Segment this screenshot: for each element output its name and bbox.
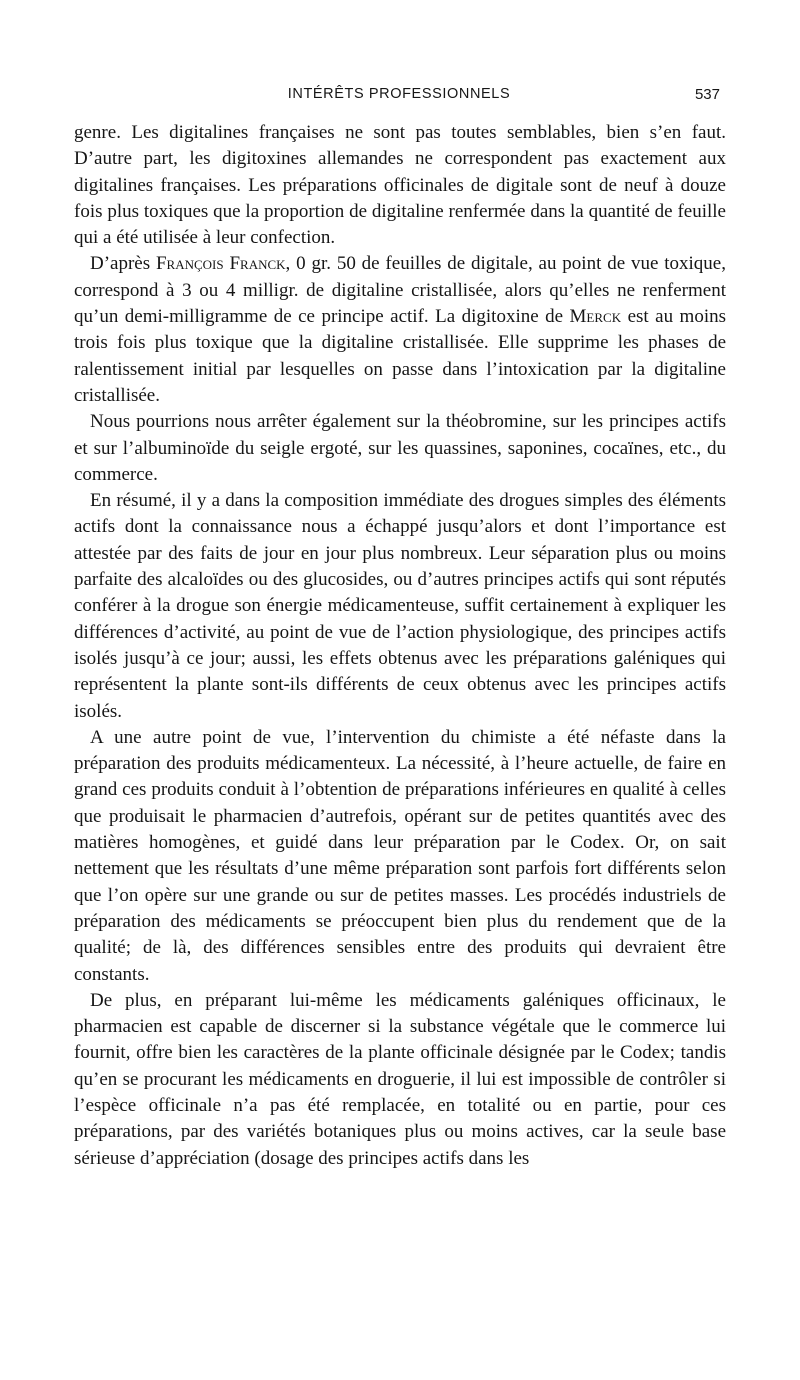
author-name-francois-franck: François Franck xyxy=(155,253,286,275)
page-number: 537 xyxy=(694,86,720,103)
running-header xyxy=(78,86,720,108)
paragraph-2-text-a: D’après xyxy=(90,253,156,275)
author-name-merck: Merck xyxy=(569,306,622,328)
paragraph-4: En résumé, il y a dans la composition immédiate des drogues simples des éléments actifs dont la connaissance nous a échappé jusqu’alors et dont l’importance est attestée par des faits de jour en jour plus nombreux. Leur séparation plus ou moins parfaite des alcaloïdes ou des glucosides, ou d’autres principes actifs qui sont réputés conférer à la drogue son énergie médicamenteuse, suffit certainement à expliquer les différences d’activité, au point de vue de l’action physiologique, des principes actifs isolés jusqu’à ce jour; aussi, les effets obtenus avec les préparations galéniques qui représentent la plante sont-ils différents de ceux obtenus avec les principes actifs isolés. xyxy=(74,490,726,722)
running-title: INTÉRÊTS PROFESSIONNELS xyxy=(287,86,511,102)
paragraph-6: De plus, en préparant lui-même les médicaments galéniques officinaux, le pharmacien est capable de discerner si la substance végétale que le commerce lui fournit, offre bien les caractères de la plante officinale désignée par le Codex; tandis qu’en se procurant les médicaments en droguerie, il lui est impossible de contrôler si l’espèce officinale n’a pas été remplacée, en totalité ou en partie, pour ces préparations, par des variétés botaniques plus ou moins actives, car la seule base sérieuse d’appréciation (dosage des principes actifs dans les xyxy=(74,989,726,1169)
body-text xyxy=(74,120,726,1172)
paragraph-1: genre. Les digitalines françaises ne sont pas toutes semblables, bien s’en faut. D’autre part, les digitoxines allemandes ne correspondent pas exactement aux digitalines françaises. Les préparations officinales de digitale sont de neuf à douze fois plus toxiques que la proportion de digitaline renfermée dans la quantité de feuille qui a été utilisée à leur confection. xyxy=(74,122,726,249)
paragraph-2 xyxy=(74,251,726,409)
paragraph-2-text-c: est au moins trois fois plus toxique que la digitaline cristallisée. Elle supprime les phases de ralentissement initial par lesquelles on passe dans l’intoxication par la digitaline cristallisée. xyxy=(74,306,726,406)
paragraph-3: Nous pourrions nous arrêter également sur la théobromine, sur les principes actifs et sur l’albuminoïde du seigle ergoté, sur les quassines, saponines, cocaïnes, etc., du commerce. xyxy=(74,411,726,485)
paragraph-5: A une autre point de vue, l’intervention du chimiste a été néfaste dans la préparation des produits médicamenteux. La nécessité, à l’heure actuelle, de faire en grand ces produits conduit à l’obtention de préparations inférieures en qualité à celles que produisait le pharmacien d’autrefois, opérant sur de petites quantités avec des matières homogènes, et guidé dans leur préparation par le Codex. Or, on sait nettement que les résultats d’une même préparation sont parfois fort différents selon que l’on opère sur une grande ou sur de petites masses. Les procédés industriels de préparation des médicaments se préoccupent bien plus du rendement que de la qualité; de là, des différences sensibles entre des produits qui devraient être constants. xyxy=(74,726,726,985)
paragraph-2-text-b: , 0 gr. 50 de feuilles de digitale, au point de vue toxique, correspond à 3 ou 4 milligr. de digitaline cristallisée, alors qu’elles ne renferment qu’un demi-milligramme de ce principe actif. La digitoxine de xyxy=(74,253,726,328)
